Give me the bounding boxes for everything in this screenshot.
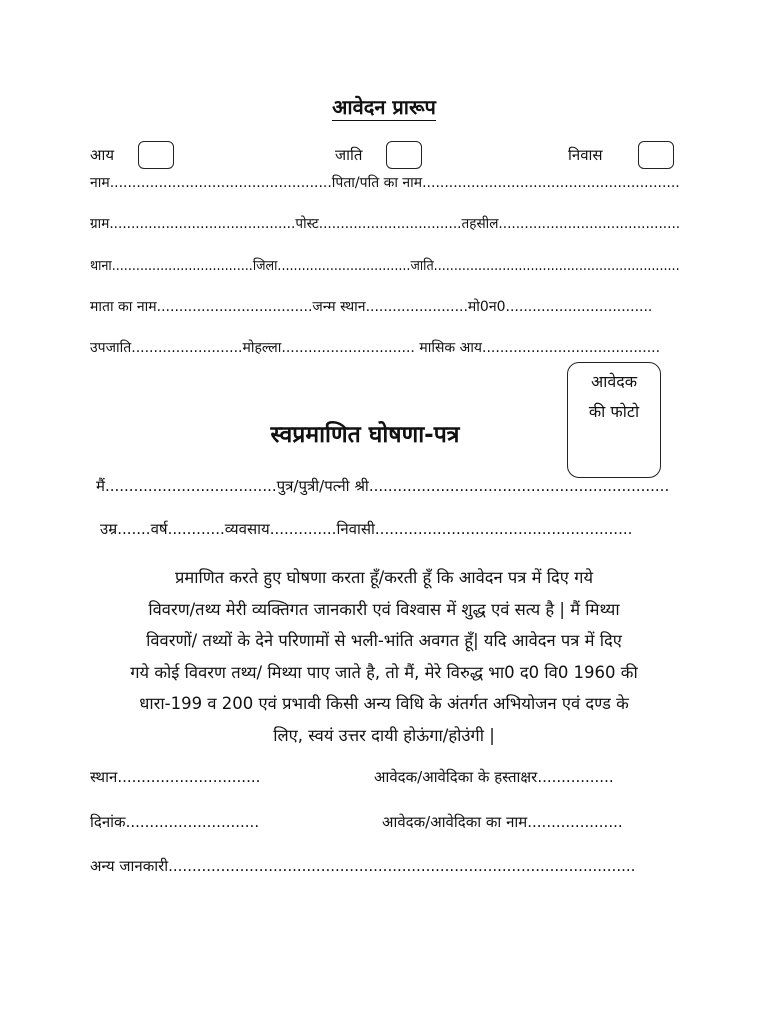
form-row-subcaste[interactable]: उपजाति.........................मोहल्ला.............................. मासिक आय........................................ xyxy=(90,340,661,356)
paragraph-line: गये कोई विवरण तथ्य/ मिथ्या पाए जाते है, तो मैं, मेरे विरुद्ध भा0 द0 वि0 1960 की xyxy=(130,662,638,682)
photo-label-line1: आवेदक xyxy=(590,372,638,391)
declaration-line-self[interactable]: मैं....................................पुत्र/पुत्री/पत्नी श्री............................................................... xyxy=(96,477,670,495)
income-checkbox[interactable] xyxy=(138,141,174,169)
form-title xyxy=(0,94,768,120)
form-row-police-station[interactable]: थाना...................................जिला.................................जाति............................................................. xyxy=(90,258,680,274)
paragraph-line: विवरण/तथ्य मेरी व्यक्तिगत जानकारी एवं विश्वास में शुद्ध एवं सत्य है | मैं मिथ्या xyxy=(148,599,620,619)
caste-label: जाति xyxy=(335,146,363,164)
applicant-name-field[interactable]: आवेदक/आवेदिका का नाम.................... xyxy=(382,813,623,831)
declaration-paragraph xyxy=(86,562,682,751)
paragraph-line: धारा-199 व 200 एवं प्रभावी किसी अन्य विधि के अंतर्गत अभियोजन एवं दण्ड के xyxy=(139,694,629,713)
form-row-name[interactable]: नाम..................................................पिता/पति का नाम.......................................................... xyxy=(90,175,680,191)
declaration-title: स्वप्रमाणित घोषणा-पत्र xyxy=(270,422,460,448)
residence-label: निवास xyxy=(568,146,603,164)
residence-checkbox[interactable] xyxy=(638,141,674,169)
form-row-mother-name[interactable]: माता का नाम...................................जन्म स्थान.......................मो0न0................................. xyxy=(90,299,653,315)
other-info-field[interactable]: अन्य जानकारी.................................................................................................. xyxy=(90,857,636,875)
paragraph-line: लिए, स्वयं उत्तर दायी होऊंगा/होउंगी | xyxy=(273,725,495,745)
caste-checkbox[interactable] xyxy=(386,141,422,169)
income-label: आय xyxy=(90,146,115,164)
paragraph-line: विवरणों/ तथ्यों के देने परिणामों से भली-भांति अवगत हूँ| यदि आवेदन पत्र में दिए xyxy=(146,631,622,650)
photo-label-line2: की फोटो xyxy=(588,402,640,421)
date-field[interactable]: दिनांक............................ xyxy=(90,813,260,831)
form-row-village[interactable]: ग्राम...........................................पोस्ट.................................तहसील.......................................... xyxy=(90,216,681,232)
form-title-text: आवेदन प्रारूप xyxy=(332,95,436,119)
declaration-line-age[interactable]: उम्र.......वर्ष............व्यवसाय..............निवासी...................................................... xyxy=(100,520,633,538)
place-field[interactable]: स्थान.............................. xyxy=(90,768,261,786)
signature-field[interactable]: आवेदक/आवेदिका के हस्ताक्षर................ xyxy=(374,768,614,786)
paragraph-line: प्रमाणित करते हुए घोषणा करता हूँ/करती हूँ कि आवेदन पत्र में दिए गये xyxy=(174,568,594,587)
